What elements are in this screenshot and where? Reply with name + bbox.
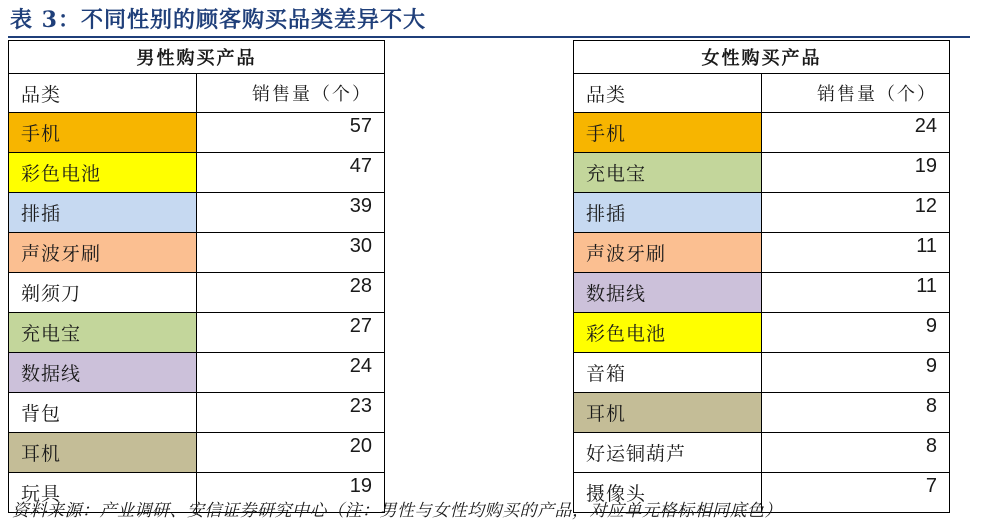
table-row (9, 353, 385, 393)
female-category-cell: 彩色电池 (574, 313, 762, 353)
table-row (574, 353, 950, 393)
male-category-cell: 声波牙刷 (9, 233, 197, 273)
female-sales-cell: 12 (762, 193, 950, 233)
male-table-header: 男性购买产品 (9, 41, 385, 74)
female-sales-cell: 19 (762, 153, 950, 193)
male-sales-cell: 30 (197, 233, 385, 273)
female-col-category: 品类 (574, 74, 762, 113)
female-category-cell: 好运铜葫芦 (574, 433, 762, 473)
table-row (9, 233, 385, 273)
table-row (9, 433, 385, 473)
female-sales-cell: 11 (762, 273, 950, 313)
male-col-sales: 销售量（个） (197, 74, 385, 113)
male-category-cell: 背包 (9, 393, 197, 433)
male-sales-cell: 39 (197, 193, 385, 233)
table-row (9, 113, 385, 153)
title-divider (8, 36, 970, 38)
male-sales-cell: 20 (197, 433, 385, 473)
female-category-cell: 摄像头 (574, 473, 762, 513)
female-sales-cell: 24 (762, 113, 950, 153)
table-row (574, 113, 950, 153)
female-sales-cell: 11 (762, 233, 950, 273)
male-category-cell: 手机 (9, 113, 197, 153)
female-sales-cell: 9 (762, 353, 950, 393)
male-sales-cell: 47 (197, 153, 385, 193)
male-column-header-row (9, 74, 385, 113)
female-products-table (573, 40, 950, 513)
male-category-cell: 玩具 (9, 473, 197, 513)
female-category-cell: 音箱 (574, 353, 762, 393)
table-row (574, 153, 950, 193)
table-row (9, 193, 385, 233)
female-category-cell: 排插 (574, 193, 762, 233)
table-row (574, 393, 950, 433)
female-sales-cell: 8 (762, 433, 950, 473)
table-row (574, 433, 950, 473)
male-category-cell: 剃须刀 (9, 273, 197, 313)
male-category-cell: 排插 (9, 193, 197, 233)
male-sales-cell: 24 (197, 353, 385, 393)
source-note: 资料来源：产业调研、安信证券研究中心（注：男性与女性均购买的产品，对应单元格标相同底色） (12, 501, 782, 521)
table-row (574, 313, 950, 353)
female-category-cell: 声波牙刷 (574, 233, 762, 273)
female-category-cell: 手机 (574, 113, 762, 153)
table-row (9, 273, 385, 313)
table-row (574, 233, 950, 273)
male-sales-cell: 19 (197, 473, 385, 513)
male-products-table (8, 40, 385, 513)
female-col-sales: 销售量（个） (762, 74, 950, 113)
female-sales-cell: 8 (762, 393, 950, 433)
female-category-cell: 耳机 (574, 393, 762, 433)
male-category-cell: 数据线 (9, 353, 197, 393)
table-row (9, 393, 385, 433)
male-sales-cell: 27 (197, 313, 385, 353)
female-sales-cell: 9 (762, 313, 950, 353)
male-category-cell: 充电宝 (9, 313, 197, 353)
table-row (574, 273, 950, 313)
table-row (9, 153, 385, 193)
female-column-header-row (574, 74, 950, 113)
page-title: 表 3：不同性别的顾客购买品类差异不大 (10, 7, 426, 33)
male-category-cell: 彩色电池 (9, 153, 197, 193)
table-row (574, 193, 950, 233)
male-category-cell: 耳机 (9, 433, 197, 473)
table-row (9, 313, 385, 353)
female-table-header: 女性购买产品 (574, 41, 950, 74)
female-category-cell: 充电宝 (574, 153, 762, 193)
male-sales-cell: 23 (197, 393, 385, 433)
male-col-category: 品类 (9, 74, 197, 113)
female-category-cell: 数据线 (574, 273, 762, 313)
female-sales-cell: 7 (762, 473, 950, 513)
male-sales-cell: 57 (197, 113, 385, 153)
male-sales-cell: 28 (197, 273, 385, 313)
